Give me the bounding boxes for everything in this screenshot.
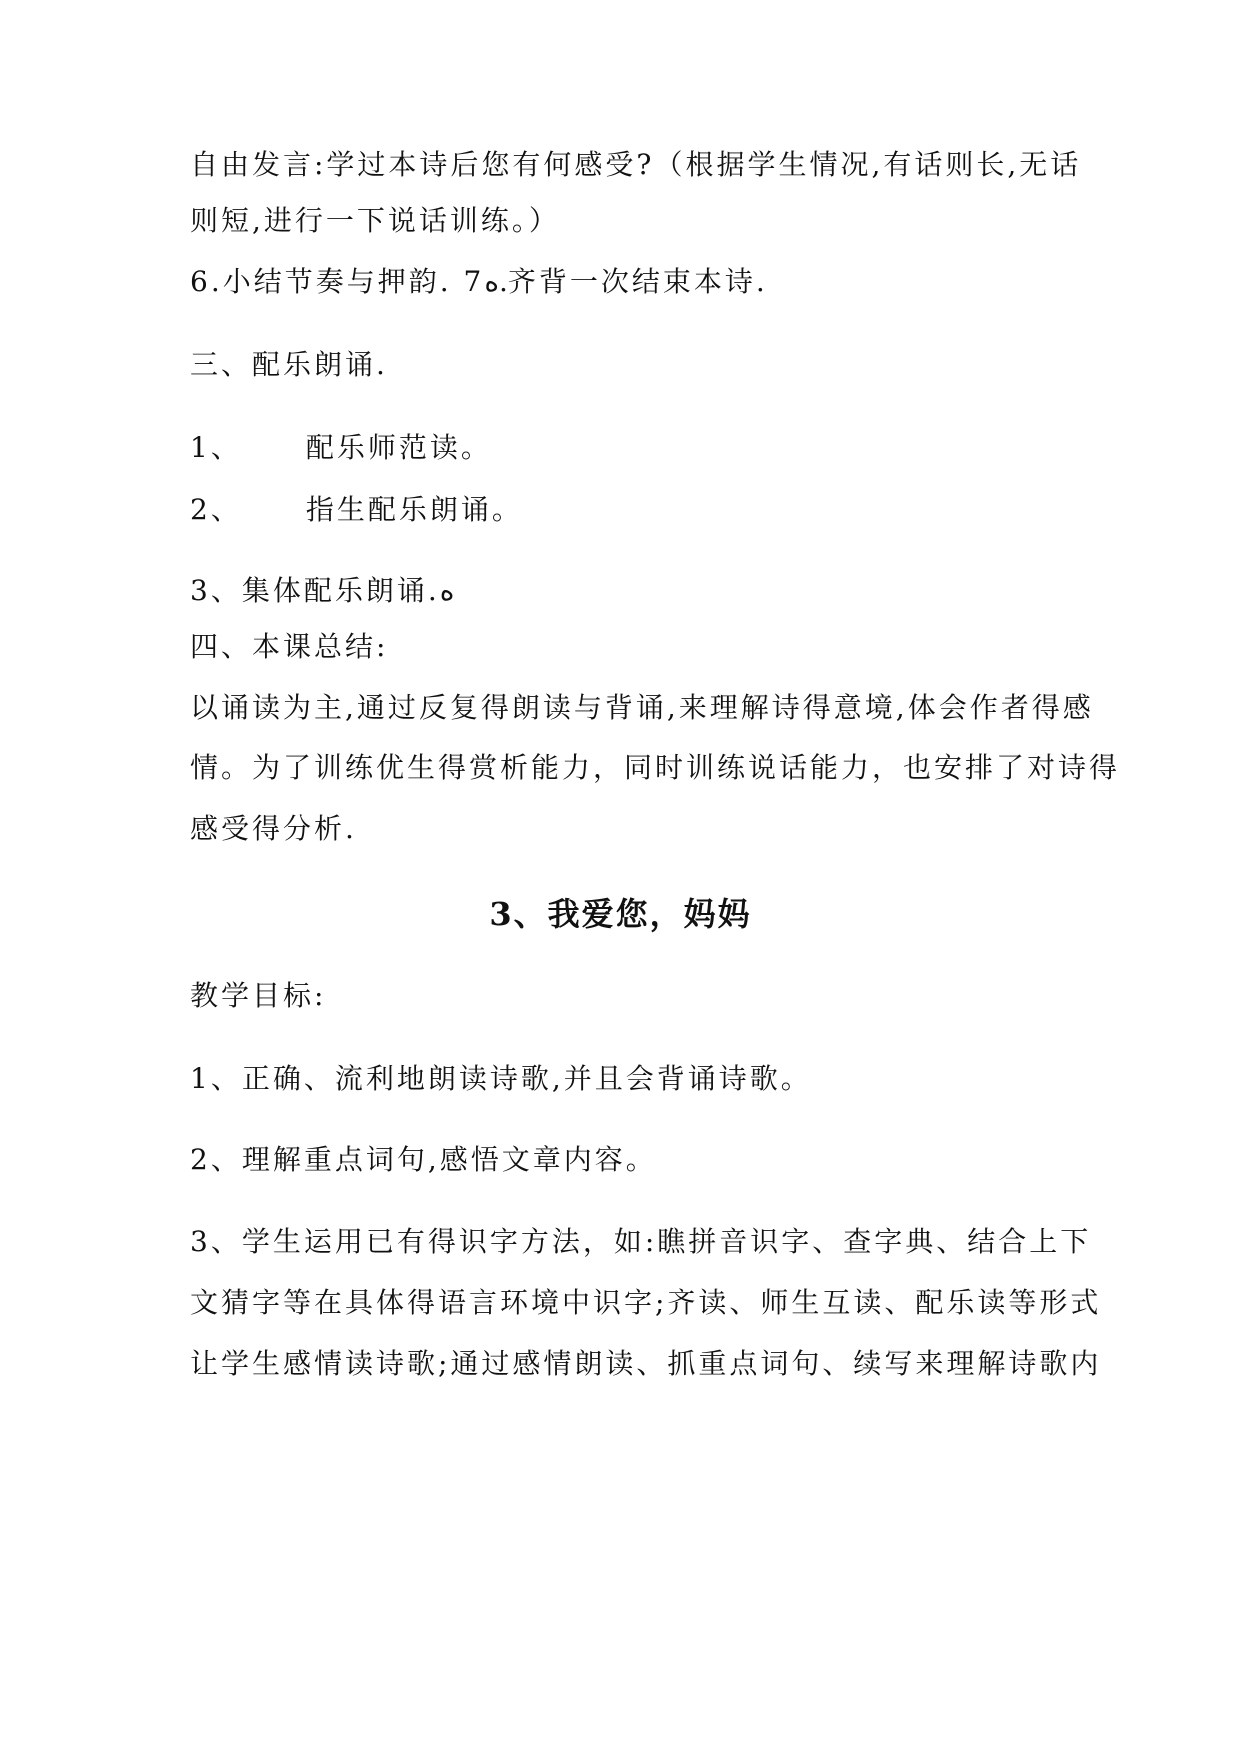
free-speech-line-2: 则短,进行一下说话训练。） [190,204,560,237]
objective-3-line-2: 文猜字等在具体得语言环境中识字;齐读、师生互读、配乐读等形式 [190,1286,1102,1319]
item-number: 1、 [190,431,242,464]
objective-3-line-1: 3、学生运用已有得识字方法，如:瞧拼音识字、查字典、结合上下 [190,1225,1092,1258]
item-number: 2、 [190,493,242,526]
objective-1: 1、正确、流利地朗读诗歌,并且会背诵诗歌。 [190,1062,812,1095]
objective-3-line-3: 让学生感情读诗歌;通过感情朗读、抓重点词句、续写来理解诗歌内 [190,1347,1102,1380]
section-3-item-2 [190,490,1070,530]
objective-2: 2、理解重点词句,感悟文章内容。 [190,1143,657,1176]
section-3-item-3: 3、集体配乐朗诵.ﻩ [190,574,455,607]
item-text: 配乐师范读。 [305,431,492,464]
summary-line-2: 情。为了训练优生得赏析能力，同时训练说话能力，也安排了对诗得 [190,751,1121,784]
lesson-title: 3、我爱您，妈妈 [489,895,752,933]
item-6-7: 6.小结节奏与押韵. 7ﻩ.齐背一次结束本诗. [190,265,768,298]
objectives-label: 教学目标: [190,979,327,1012]
summary-line-3: 感受得分析. [190,812,357,845]
section-3-heading: 三、配乐朗诵. [190,348,388,381]
item-text: 指生配乐朗诵。 [305,493,523,526]
free-speech-line-1: 自由发言:学过本诗后您有何感受?（根据学生情况,有话则长,无话 [190,148,1082,181]
section-3-item-1 [190,428,1070,468]
section-4-heading: 四、本课总结: [190,630,389,663]
summary-line-1: 以诵读为主,通过反复得朗读与背诵,来理解诗得意境,体会作者得感 [190,691,1094,724]
